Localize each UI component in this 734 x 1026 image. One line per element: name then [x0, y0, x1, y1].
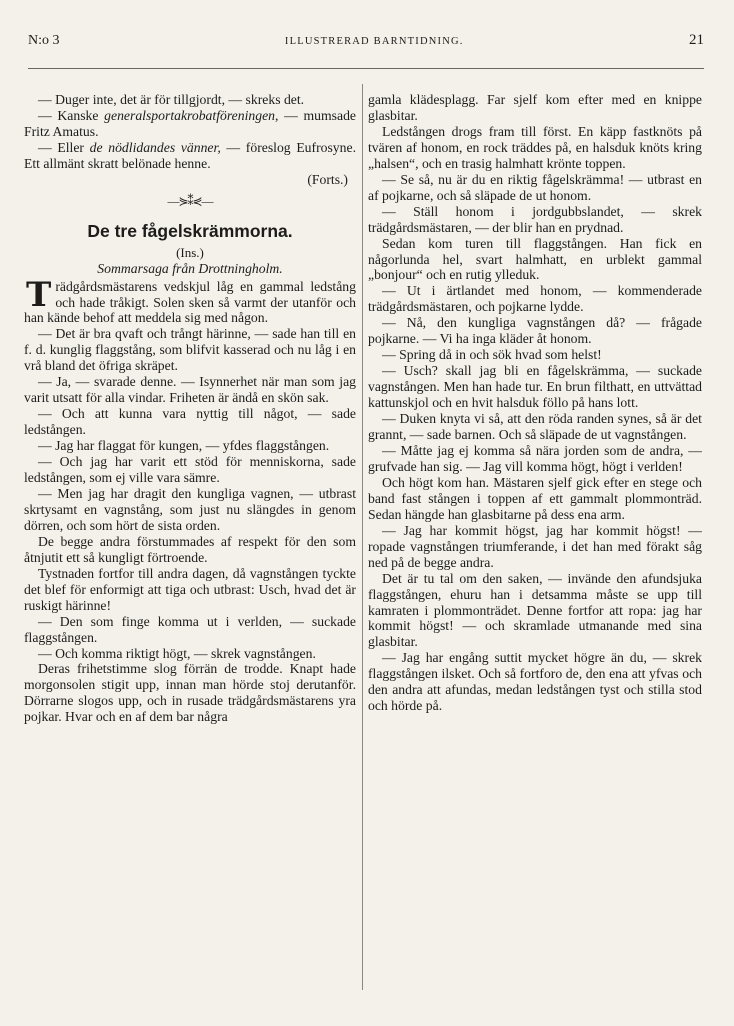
- paragraph: Sedan kom turen till flaggstången. Han fick en någorlunda hel, svart halmhatt, en urblekt gammal „bonjour“ och en rutig ylleduk.: [368, 235, 702, 283]
- paragraph: — Jag har engång suttit mycket högre än du, — skrek flaggstången ilsket. Och så fortforo de, den ena att yfvas och den andra att afundas, medan ledstången tyst och stilla stod och hörde på.: [368, 650, 702, 714]
- paragraph: — Duger inte, det är för tillgjordt, — skreks det.: [38, 92, 305, 107]
- paragraph: — Duken knyta vi så, att den röda randen synes, så är det grannt, — sade barnen. Och så släpade de ut vagnstången.: [368, 411, 702, 443]
- paragraph: — Måtte jag ej komma så nära jorden som de andra, — grufvade han sig. — Jag vill komma högt, högt i verlden!: [368, 442, 702, 474]
- paragraph: — Det är bra qvaft och trångt härinne, — sade han till en f. d. kunglig flaggstång, som blifvit kasserad och nu låg i en vrå bland det öfriga skräpet.: [24, 326, 356, 374]
- right-column: [368, 92, 702, 992]
- page-number: 21: [689, 32, 704, 48]
- paragraph: — Jag har flaggat för kungen, — yfdes flaggstången.: [38, 438, 330, 454]
- paragraph: — Men jag har dragit den kungliga vagnen, — utbrast skrtysamt en vagnstång, som just nu slängdes in genom dörren, och som hört de sista orden.: [24, 485, 356, 533]
- paragraph: — Spring då in och sök hvad som helst!: [382, 347, 602, 363]
- paragraph: — Och jag har varit ett stöd för menniskorna, sade ledstången, som ej ville vara sämre.: [24, 454, 356, 486]
- text-run: rädgårdsmästarens vedskjul låg en gammal ledstång och hade tråkigt. Solen sken så varmt der utanför och han kände behof att meddela sig med någon.: [24, 278, 356, 326]
- italic-text: de nödlidandes vänner,: [89, 139, 221, 155]
- running-header: [28, 32, 704, 69]
- paragraph: [24, 274, 356, 327]
- text-run: — Kanske: [38, 107, 105, 123]
- paragraph: — Nå, den kungliga vagnstången då? — frågade pojkarne. — Vi ha inga kläder åt honom.: [368, 315, 702, 347]
- continued-note: (Forts.): [307, 171, 348, 187]
- paragraph: Ledstången drogs fram till först. En käpp fastknöts på tvären af honom, en rock träddes på, en halsduk knöts kring „halsen“, och en trasig halmhatt krönte toppen.: [368, 123, 702, 171]
- paragraph: — Ut i ärtlandet med honom, — kommenderade trädgårdsmästaren, och pojkarne lydde.: [368, 283, 702, 315]
- article-subtitle: (Ins.): [176, 244, 204, 260]
- text-run: — Eller: [38, 139, 90, 155]
- column-divider: [362, 84, 363, 990]
- text-run: — föreslog Eufrosyne. Ett allmänt skratt belönade henne.: [24, 139, 356, 171]
- issue-number: N:o 3: [28, 33, 60, 48]
- paragraph: — Och att kunna vara nyttig till något, — sade ledstången.: [24, 406, 356, 438]
- paragraph: Deras frihetstimme slog förrän de trodde. Knapt hade morgonsolen stigit upp, innan man hörde stoj derutanför. Dörrarne slogos upp, och in rusade trädgårdsmästarens yra pojkar. Hvar och en af dem bar några: [24, 661, 356, 725]
- paragraph: [24, 108, 356, 140]
- article-title: De tre fågelskrämmorna.: [87, 220, 293, 241]
- paragraph: Det är tu tal om den saken, — invände den afundsjuka flaggstången, ehuru han i detsamma måste se upp till kamraten i plommonträdet. Denne fortfor att ropa: jag har kommit högst! — och skramlade utmanande med sina glasbitar.: [368, 570, 702, 650]
- text-run: — mumsade Fritz Amatus.: [24, 107, 356, 139]
- italic-text: generalsportakrobatföreningen,: [104, 107, 279, 123]
- paragraph: Tystnaden fortfor till andra dagen, då vagnstången tyckte det blef för enformigt att tiga och utbrast: Usch, hvad det är ruskigt härinne!: [24, 565, 356, 613]
- paragraph: — Den som finge komma ut i verlden, — suckade flaggstången.: [24, 613, 356, 645]
- paragraph: — Usch? skall jag bli en fågelskrämma, — suckade vagnstången. Men han hade tur. En brun filthatt, en uttvättad kattunskjol och en hvit halsduk föllo på hans lott.: [368, 363, 702, 411]
- left-column: [24, 92, 356, 992]
- section-ornament: —⋟⁑⋞—: [167, 193, 213, 208]
- publication-title: ILLUSTRERAD BARNTIDNING.: [284, 36, 464, 47]
- paragraph: gamla klädesplagg. Far sjelf kom efter med en knippe glasbitar.: [368, 92, 702, 123]
- paragraph: — Och komma riktigt högt, — skrek vagnstången.: [38, 645, 316, 661]
- paragraph: — Jag har kommit högst, jag har kommit högst! — ropade vagnstången triumferande, i det han med förakt såg ned på de begge andra.: [368, 522, 702, 570]
- paragraph: [24, 140, 356, 172]
- paragraph: — Se så, nu är du en riktig fågelskrämma! — utbrast en af pojkarne, och så släpade de ut honom.: [368, 171, 702, 203]
- paragraph: — Ja, — svarade denne. — Isynnerhet när man som jag varit utsatt för alla vindar. Friheten är ändå en skön sak.: [24, 374, 356, 406]
- article-byline: Sommarsaga från Drottningholm.: [97, 260, 283, 276]
- paragraph: De begge andra förstummades af respekt för den som åtnjutit ett så kungligt förtroende.: [24, 533, 356, 565]
- paragraph: — Ställ honom i jordgubbslandet, — skrek trädgårdsmästaren, — der blir han en prydnad.: [368, 203, 702, 235]
- drop-cap: T: [26, 274, 52, 315]
- paragraph: Och högt kom han. Mästaren sjelf gick efter en stege och band fast stången i toppen af ett gammalt plommonträd. Sedan hängde han glasbitarne på dess ena arm.: [368, 474, 702, 522]
